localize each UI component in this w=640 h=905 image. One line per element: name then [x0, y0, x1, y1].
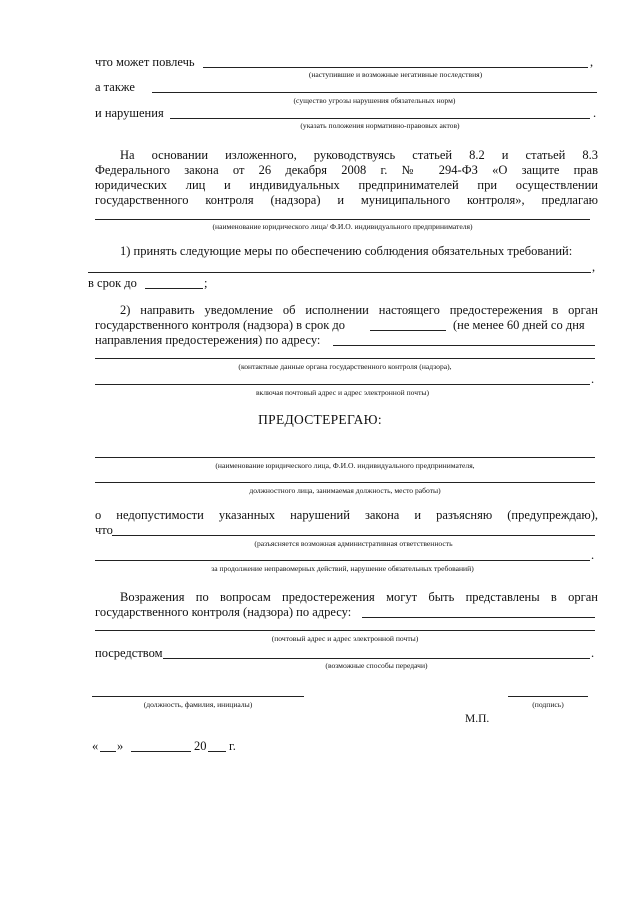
- measures-field-line[interactable]: [88, 272, 591, 273]
- date-day-field-line[interactable]: [100, 751, 116, 752]
- objection-address-field-line-2[interactable]: [95, 630, 595, 631]
- dot: .: [591, 646, 595, 660]
- heading-predosteregayu: ПРЕДОСТЕРЕГАЮ:: [258, 412, 382, 427]
- caption-continued-violations: за продолжение неправомерных действий, нарушение обязательных требований): [211, 564, 474, 573]
- date-quote-open: «: [92, 739, 99, 753]
- position-name-field-line[interactable]: [92, 696, 304, 697]
- transfer-method-field-line[interactable]: [163, 658, 590, 659]
- address-field-line-1[interactable]: [333, 345, 595, 346]
- objection-address-field-line[interactable]: [362, 617, 595, 618]
- caption-postal-email-2: (почтовый адрес и адрес электронной почты): [271, 634, 419, 643]
- address-field-line-3[interactable]: [95, 384, 590, 385]
- dot: .: [591, 372, 595, 386]
- caption-threat: (существо угрозы нарушения обязательных норм): [293, 96, 456, 105]
- caption-warned-entity: (наименование юридического лица, Ф.И.О. индивидуального предпринимателя,: [215, 461, 475, 470]
- text-v-srok-do: в срок до: [88, 276, 137, 290]
- caption-transfer-methods: (возможные способы передачи): [325, 661, 428, 670]
- caption-control-body-contacts: (контактные данные органа государственного контроля (надзора),: [238, 362, 452, 371]
- para1-line2: Федерального закона от 26 декабря 2008 г. № 294-ФЗ «О защите прав: [95, 163, 598, 177]
- text-posredstvom: посредством: [95, 646, 163, 660]
- caption-legal-entity: (наименование юридического лица/ Ф.И.О. индивидуального предпринимателя): [212, 222, 473, 231]
- para3-line3: направления предостережения) по адресу:: [95, 333, 321, 347]
- para3-line2: государственного контроля (надзора) в срок до: [95, 318, 346, 332]
- para4-line1: о недопустимости указанных нарушений закона и разъясняю (предупреждаю),: [95, 508, 598, 522]
- para2-measures: 1) принять следующие меры по обеспечению соблюдения обязательных требований:: [120, 244, 573, 258]
- address-field-line-2[interactable]: [95, 358, 595, 359]
- deadline-field-line[interactable]: [145, 288, 203, 289]
- official-field-line[interactable]: [95, 482, 595, 483]
- caption-postal-email: включая почтовый адрес и адрес электронной почты): [255, 388, 430, 397]
- caption-consequences: (наступившие и возможные негативные последствия): [308, 70, 483, 79]
- threat-field-line[interactable]: [152, 92, 597, 93]
- dot: .: [593, 106, 597, 120]
- date-month-field-line[interactable]: [131, 751, 191, 752]
- consequences-field-line[interactable]: [203, 67, 588, 68]
- date-year-suffix: г.: [229, 739, 236, 753]
- liability-field-line[interactable]: [112, 535, 595, 536]
- date-quote-close: »: [117, 739, 124, 753]
- warned-entity-field-line[interactable]: [95, 457, 595, 458]
- para1-line3: юридических лиц и индивидуальных предпринимателей при осуществлении: [95, 178, 598, 192]
- caption-legal-acts: (указать положения нормативно-правовых актов): [300, 121, 460, 130]
- comma: ,: [590, 55, 594, 69]
- para5-line2: государственного контроля (надзора) по адресу:: [95, 605, 352, 619]
- text-a-takzhe: а также: [95, 80, 135, 94]
- caption-liability: (разъясняется возможная административная ответственность: [254, 539, 453, 548]
- para1-line4: государственного контроля (надзора) и муниципального контроля», предлагаю: [95, 193, 598, 207]
- date-year-field-line[interactable]: [208, 751, 226, 752]
- para1-line1: На основании изложенного, руководствуясь статьей 8.2 и статьей 8.3: [120, 148, 598, 162]
- text-chto-mozhet-povlech: что может повлечь: [95, 55, 195, 69]
- dot: .: [591, 548, 595, 562]
- caption-official-position: должностного лица, занимаемая должность, место работы): [249, 486, 441, 495]
- caption-signature: (подпись): [532, 700, 564, 709]
- signature-field-line[interactable]: [508, 696, 588, 697]
- comma: ,: [592, 260, 596, 274]
- liability-field-line-2[interactable]: [95, 560, 590, 561]
- notice-deadline-field-line[interactable]: [370, 330, 446, 331]
- caption-position-name: (должность, фамилия, инициалы): [143, 700, 253, 709]
- stamp-place-mp: М.П.: [465, 713, 490, 725]
- text-chto: что: [95, 523, 113, 537]
- semicolon: ;: [204, 276, 208, 290]
- violations-field-line[interactable]: [170, 118, 590, 119]
- para3-line2-end: (не менее 60 дней со дня: [453, 318, 585, 332]
- text-i-narusheniya: и нарушения: [95, 106, 164, 120]
- legal-entity-field-line[interactable]: [95, 219, 590, 220]
- para5-line1: Возражения по вопросам предостережения могут быть представлены в орган: [120, 590, 598, 604]
- date-year-prefix: 20: [194, 739, 207, 753]
- para3-line1: 2) направить уведомление об исполнении настоящего предостережения в орган: [120, 303, 598, 317]
